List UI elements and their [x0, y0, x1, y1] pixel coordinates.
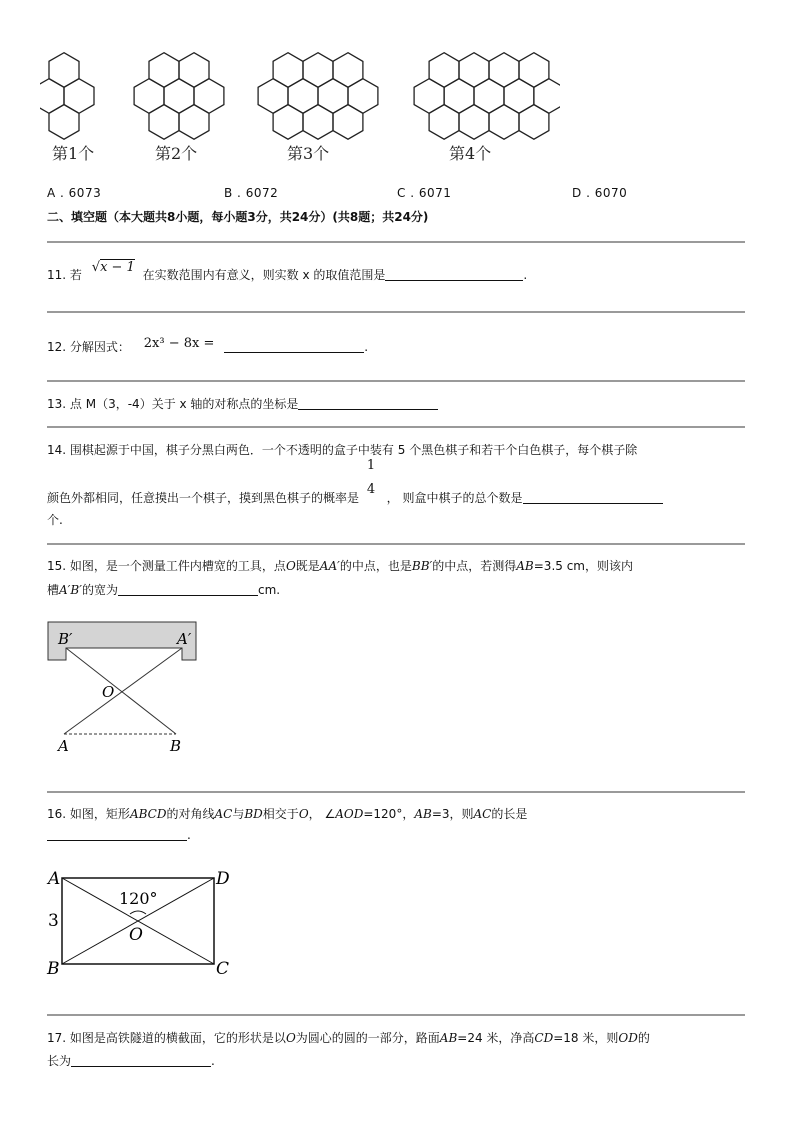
label-d: D: [216, 869, 230, 889]
hexagon-fig3: [303, 53, 333, 88]
hexagon-fig4: [519, 105, 549, 140]
question-15-line-2: 槽A′B′的宽为 cm.: [47, 583, 281, 597]
hexagon-fig2: [179, 105, 209, 140]
divider: [47, 241, 745, 243]
hexagon-fig3: [318, 79, 348, 114]
hexagon-fig4: [459, 53, 489, 88]
question-17-line-2: 长为 .: [47, 1054, 215, 1068]
hexagon-fig1: [64, 79, 94, 114]
divider: [47, 426, 745, 428]
hexagon-fig4: [504, 79, 534, 114]
question-14-line-3: 个.: [47, 513, 63, 527]
angle-label: 120°: [119, 889, 158, 908]
answer-blank-13[interactable]: [298, 397, 438, 410]
fraction-one-quarter: 1 4: [366, 458, 376, 497]
hexagon-fig3: [333, 105, 363, 140]
answer-blank-14[interactable]: [523, 491, 663, 504]
hexagon-fig3: [273, 105, 303, 140]
question-13: 13. 点 M（3，-4）关于 x 轴的对称点的坐标是: [47, 395, 438, 412]
question-16-line-2: .: [47, 828, 191, 842]
hexagon-fig4: [444, 79, 474, 114]
hexagon-fig3: [303, 105, 333, 140]
question-14-line-2: 颜色外都相同，任意摸出一个棋子，摸到黑色棋子的概率是 1 4 ， 则盒中棋子的总个数是: [47, 488, 663, 506]
figure-label-1: 第1个: [52, 144, 95, 163]
answer-blank-17[interactable]: [71, 1054, 211, 1067]
divider: [47, 1014, 745, 1016]
section-title: 二、填空题（本大题共8小题，每小题3分，共24分）(共8题；共24分): [47, 210, 429, 224]
hexagon-fig1: [49, 105, 79, 140]
hexagon-fig2: [179, 53, 209, 88]
hexagon-fig3: [258, 79, 288, 114]
hexagon-fig4: [519, 53, 549, 88]
hexagon-fig2: [194, 79, 224, 114]
hexagon-fig4: [534, 79, 560, 114]
label-a: A: [58, 737, 69, 755]
question-16-line-1: 16. 如图，矩形ABCD的对角线AC与BD相交于O， ∠AOD=120°，AB=3，则AC的长是: [47, 807, 528, 821]
hexagon-fig4: [489, 105, 519, 140]
answer-blank-16[interactable]: [47, 828, 187, 841]
question-17-line-1: 17. 如图是高铁隧道的横截面，它的形状是以O为圆心的圆的一部分，路面AB=24 米，净高CD=18 米，则OD的: [47, 1031, 650, 1045]
hexagon-fig4: [429, 105, 459, 140]
question-12: 12. 分解因式： 2x³ − 8x = .: [47, 336, 369, 354]
hexagon-figures: [40, 44, 560, 140]
label-b-prime: B′: [58, 630, 73, 648]
answer-blank-12[interactable]: [224, 340, 364, 353]
hexagon-fig4: [489, 53, 519, 88]
hexagon-fig3: [288, 79, 318, 114]
question-14-line-1: 14. 围棋起源于中国，棋子分黑白两色．一个不透明的盒子中装有 5 个黑色棋子和若干个白色棋子，每个棋子除: [47, 443, 638, 457]
option-c[interactable]: C . 6071: [397, 186, 452, 200]
answer-blank-11[interactable]: [385, 268, 523, 281]
option-a[interactable]: A . 6073: [47, 186, 102, 200]
hexagon-fig2: [149, 105, 179, 140]
divider: [47, 311, 745, 313]
divider: [47, 380, 745, 382]
option-b[interactable]: B . 6072: [224, 186, 279, 200]
divider: [47, 543, 745, 545]
label-a-prime: A′: [177, 630, 192, 648]
figure-label-3: 第3个: [287, 144, 330, 163]
answer-blank-15[interactable]: [118, 583, 258, 596]
hexagon-fig2: [149, 53, 179, 88]
hexagon-fig1: [49, 53, 79, 88]
hexagon-fig3: [273, 53, 303, 88]
rectangle-figure: [44, 862, 244, 980]
math-expression: 2x³ − 8x =: [143, 336, 215, 351]
label-o: O: [102, 683, 115, 701]
hexagon-fig4: [474, 79, 504, 114]
option-d[interactable]: D . 6070: [572, 186, 628, 200]
figure-label-2: 第2个: [155, 144, 198, 163]
hexagon-fig4: [459, 105, 489, 140]
hexagon-fig3: [333, 53, 363, 88]
label-b: B: [47, 959, 60, 979]
figure-label-4: 第4个: [449, 144, 492, 163]
sqrt-expression: √x − 1: [91, 260, 135, 275]
hexagon-fig3: [348, 79, 378, 114]
angle-arc: [130, 911, 146, 914]
hexagon-fig2: [164, 79, 194, 114]
label-b: B: [170, 737, 182, 755]
label-a: A: [48, 869, 61, 889]
hexagon-fig1: [40, 79, 64, 114]
label-o: O: [129, 925, 143, 945]
hexagon-fig4: [414, 79, 444, 114]
divider: [47, 791, 745, 793]
caliper-figure: [44, 618, 214, 756]
hexagon-fig2: [134, 79, 164, 114]
question-11: 11. 若 √x − 1 在实数范围内有意义，则实数 x 的取值范围是 .: [47, 260, 528, 282]
question-15-line-1: 15. 如图，是一个测量工件内槽宽的工具，点O既是AA′的中点，也是BB′的中点，若测得AB=3.5 cm，则该内: [47, 559, 633, 573]
label-c: C: [216, 959, 230, 979]
hexagon-fig4: [429, 53, 459, 88]
side-label: 3: [48, 911, 59, 931]
